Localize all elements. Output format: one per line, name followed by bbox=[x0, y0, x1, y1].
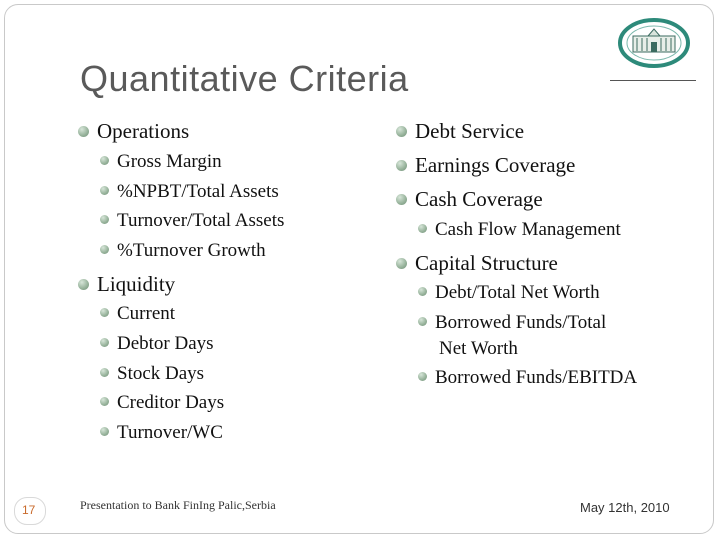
bullet-dot-icon bbox=[100, 397, 109, 406]
list-item-earnings-coverage bbox=[396, 153, 575, 178]
bullet-dot-icon bbox=[418, 372, 427, 381]
item-text: Stock Days bbox=[117, 363, 205, 384]
item-text: Debtor Days bbox=[117, 333, 214, 354]
cash-coverage-label: Cash Coverage bbox=[415, 187, 543, 211]
list-item bbox=[100, 240, 266, 262]
bullet-dot-icon bbox=[418, 317, 427, 326]
bullet-dot-icon bbox=[100, 245, 109, 254]
item-text: Turnover/WC bbox=[117, 422, 223, 443]
bullet-dot-icon bbox=[100, 427, 109, 436]
slide-title: Quantitative Criteria bbox=[80, 58, 409, 99]
bullet-dot-icon bbox=[418, 287, 427, 296]
bullet-dot-icon bbox=[418, 224, 427, 233]
bank-building-logo bbox=[618, 18, 690, 68]
bullet-dot-icon bbox=[78, 279, 89, 290]
item-text: Debt/Total Net Worth bbox=[435, 282, 600, 303]
list-item bbox=[100, 363, 204, 385]
liquidity-label: Liquidity bbox=[97, 272, 176, 296]
item-text: %NPBT/Total Assets bbox=[117, 181, 279, 202]
list-item bbox=[100, 333, 214, 355]
bullet-dot-icon bbox=[100, 368, 109, 377]
capital-structure-label: Capital Structure bbox=[415, 251, 558, 275]
bullet-dot-icon bbox=[78, 126, 89, 137]
item-text: Current bbox=[117, 303, 176, 324]
item-text: Creditor Days bbox=[117, 392, 225, 413]
list-item bbox=[100, 422, 223, 444]
bullet-dot-icon bbox=[396, 160, 407, 171]
item-text: Borrowed Funds/EBITDA bbox=[435, 367, 638, 388]
bullet-dot-icon bbox=[396, 258, 407, 269]
item-text: %Turnover Growth bbox=[117, 240, 266, 261]
list-item bbox=[100, 210, 284, 232]
bullet-dot-icon bbox=[396, 126, 407, 137]
list-item-continuation bbox=[439, 338, 518, 360]
list-item bbox=[418, 312, 606, 334]
list-item-liquidity bbox=[78, 272, 175, 297]
list-item bbox=[418, 367, 637, 389]
title-divider bbox=[610, 80, 696, 81]
item-text: Cash Flow Management bbox=[435, 219, 621, 240]
list-item bbox=[100, 181, 279, 203]
list-item-cash-coverage bbox=[396, 187, 543, 212]
list-item bbox=[100, 392, 224, 414]
list-item bbox=[418, 282, 600, 304]
list-item-capital-structure bbox=[396, 251, 558, 276]
list-item-operations bbox=[78, 119, 189, 144]
list-item bbox=[418, 219, 621, 241]
item-text: Borrowed Funds/Total bbox=[435, 312, 607, 333]
footer-text: Presentation to Bank FinIng Palic,Serbia bbox=[80, 498, 276, 512]
bullet-dot-icon bbox=[100, 215, 109, 224]
bullet-dot-icon bbox=[100, 156, 109, 165]
list-item-debt-service bbox=[396, 119, 524, 144]
item-text: Gross Margin bbox=[117, 151, 222, 172]
bullet-dot-icon bbox=[100, 308, 109, 317]
debt-service-label: Debt Service bbox=[415, 119, 525, 143]
earnings-coverage-label: Earnings Coverage bbox=[415, 153, 576, 177]
list-item bbox=[100, 151, 222, 173]
bullet-dot-icon bbox=[396, 194, 407, 205]
slide-date: May 12th, 2010 bbox=[580, 500, 670, 515]
list-item bbox=[100, 303, 175, 325]
bullet-dot-icon bbox=[100, 186, 109, 195]
item-text: Net Worth bbox=[439, 338, 518, 359]
bullet-dot-icon bbox=[100, 338, 109, 347]
operations-label: Operations bbox=[97, 119, 190, 143]
item-text: Turnover/Total Assets bbox=[117, 210, 285, 231]
page-number: 17 bbox=[22, 503, 36, 517]
